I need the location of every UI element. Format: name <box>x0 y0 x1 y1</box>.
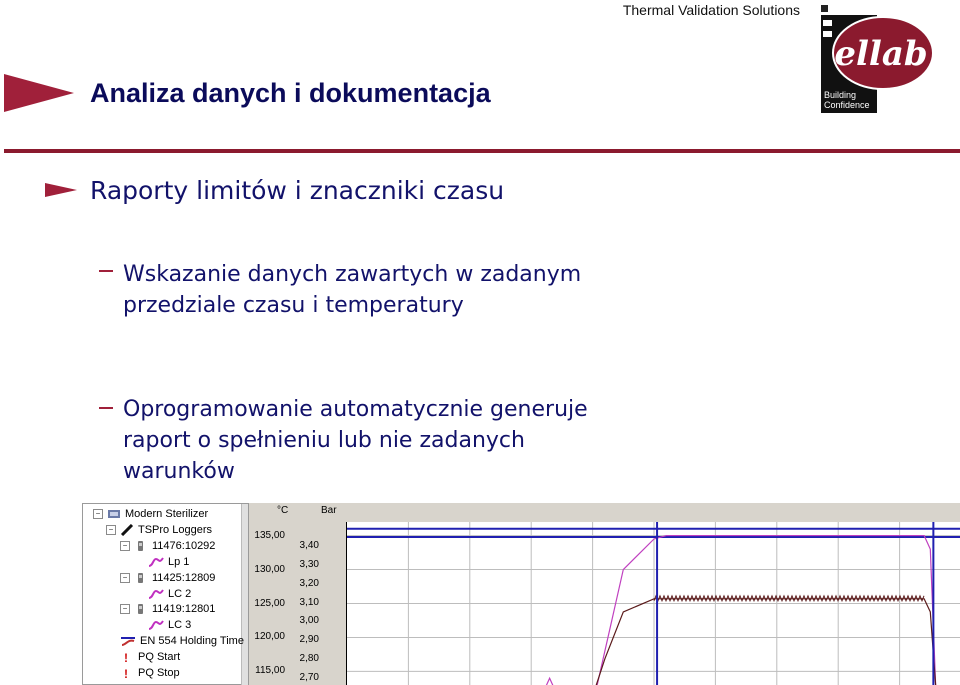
tree-toggle-icon[interactable]: − <box>93 509 103 519</box>
svg-text:Building: Building <box>824 90 857 100</box>
temp-tick-label: 120,00 <box>254 631 285 643</box>
tree-item-label: PQ Start <box>138 651 181 664</box>
tree-item-label: PQ Stop <box>138 667 180 679</box>
tree-item-label: LC 2 <box>168 587 192 600</box>
sub-bullet-text: Oprogramowanie automatycznie generuje raport o spełnieniu lub nie zadanych warunków <box>123 397 588 484</box>
bullet-text: Raporty limitów i znaczniki czasu <box>90 176 505 205</box>
tree-toggle-icon[interactable]: − <box>120 541 130 551</box>
logger-group-icon <box>120 524 134 536</box>
temp-tick-label: 130,00 <box>254 563 285 575</box>
tree-item[interactable] <box>134 587 191 601</box>
sub-bullet-text: Wskazanie danych zawartych w zadanym przedziale czasu i temperatury <box>123 262 582 318</box>
title-arrow-icon <box>4 74 74 112</box>
probe-curve-icon <box>148 556 164 568</box>
temp-tick-label: 125,00 <box>254 597 285 609</box>
temp-tick-label: 135,00 <box>254 529 285 541</box>
tree-item[interactable] <box>134 555 189 569</box>
tree-item[interactable] <box>120 571 215 585</box>
ellab-logo <box>821 5 936 113</box>
bullet-arrow-icon <box>45 183 77 197</box>
data-tree-panel <box>82 503 249 685</box>
svg-text:!: ! <box>124 667 128 679</box>
svg-text:Confidence: Confidence <box>824 100 870 110</box>
tree-item[interactable] <box>106 650 180 664</box>
svg-text:ellab: ellab <box>834 34 928 74</box>
tree-item-label: 11419:12801 <box>152 603 216 616</box>
probe-curve-icon <box>148 619 164 631</box>
probe-curve-icon <box>148 588 164 600</box>
pressure-tick-label: 2,80 <box>299 652 319 664</box>
pressure-tick-label: 3,20 <box>299 577 319 589</box>
tree-toggle-icon[interactable]: − <box>120 573 130 583</box>
tree-item[interactable] <box>134 618 191 632</box>
pressure-tick-label: 2,70 <box>299 671 319 683</box>
tree-toggle-icon[interactable]: − <box>106 525 116 535</box>
page-title: Analiza danych i dokumentacja <box>90 78 491 108</box>
logger-icon <box>134 540 148 552</box>
temp-tick-label: 115,00 <box>255 665 285 677</box>
software-screenshot <box>82 503 960 685</box>
pressure-axis-label: Bar <box>321 505 337 516</box>
pressure-tick-label: 3,30 <box>299 559 319 571</box>
tree-item[interactable] <box>106 634 244 648</box>
exclamation-icon <box>120 667 134 679</box>
tree-item[interactable] <box>120 602 215 616</box>
tree-item-label: 11476:10292 <box>152 539 216 552</box>
plot-area[interactable] <box>346 522 960 685</box>
tree-item-label: TSPro Loggers <box>138 523 212 536</box>
sub-bullet-dash <box>99 407 113 409</box>
temp-axis-label: °C <box>277 505 289 516</box>
pressure-tick-label: 3,00 <box>299 615 319 627</box>
logger-icon <box>134 572 148 584</box>
tree-item[interactable] <box>93 507 208 521</box>
tree-toggle-icon[interactable]: − <box>120 604 130 614</box>
pressure-tick-label: 2,90 <box>299 634 319 646</box>
pressure-tick-label: 3,10 <box>299 596 319 608</box>
tree-item-label: 11425:12809 <box>152 571 216 584</box>
tree-item[interactable] <box>120 539 215 553</box>
tree-item-label: Lp 1 <box>168 555 190 568</box>
holding-time-icon <box>120 635 136 647</box>
chart-panel <box>249 503 960 685</box>
tree-item-label: EN 554 Holding Time <box>140 635 244 648</box>
exclamation-icon <box>120 651 134 663</box>
title-divider <box>4 149 960 153</box>
company-name: Thermal Validation Solutions <box>622 2 800 18</box>
series-ripple-lc-2 <box>654 596 924 601</box>
tree-item-label: Modern Sterilizer <box>125 508 209 520</box>
tree-item[interactable] <box>106 666 180 680</box>
svg-text:!: ! <box>124 651 128 664</box>
logger-icon <box>134 603 148 615</box>
tree-item[interactable] <box>106 523 212 537</box>
pressure-tick-label: 3,40 <box>299 540 319 552</box>
sub-bullet-dash <box>99 270 113 272</box>
sterilizer-icon <box>107 508 121 520</box>
tree-item-label: LC 3 <box>168 619 192 632</box>
